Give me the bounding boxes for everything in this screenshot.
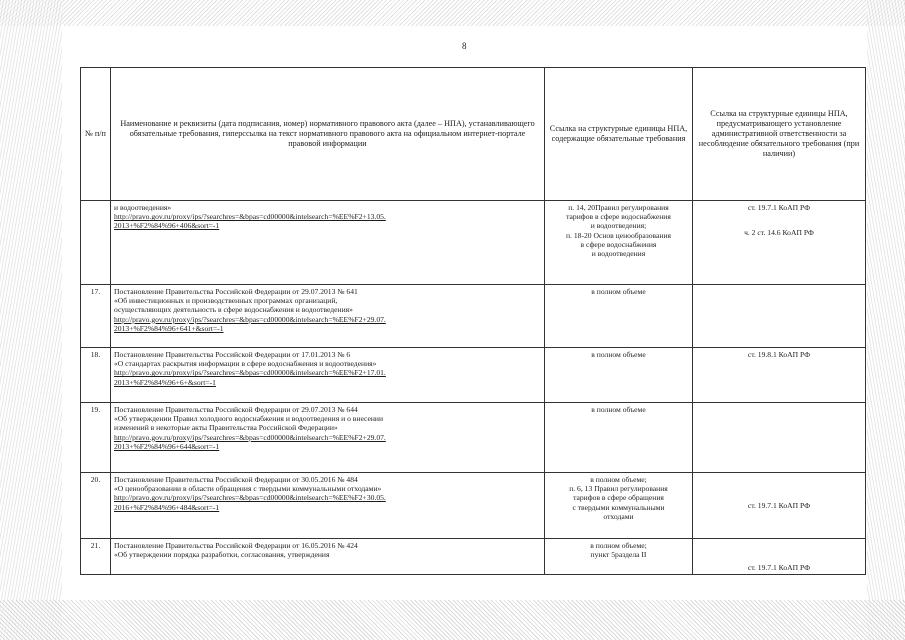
- ref-line: отходами: [603, 511, 634, 521]
- npa-link-line[interactable]: http://pravo.gov.ru/proxy/ips/?searchres=&bpas=cd00000&intelsearch=%EE%F2+13.05.: [114, 212, 386, 222]
- row-name-line: Постановление Правительства Российской Федерации от 16.05.2016 № 424: [114, 541, 358, 550]
- ref-line: в полном объеме: [591, 350, 646, 359]
- table-row: [81, 539, 866, 575]
- ref-line: п. 6, 13 Правил регулирования: [569, 484, 668, 494]
- npa-link[interactable]: [114, 315, 541, 333]
- npa-link-line[interactable]: 2013+%F2%84%96+641+&sort=-1: [114, 323, 224, 333]
- row-name: [111, 201, 545, 285]
- row-num: 17.: [81, 285, 111, 348]
- row-num: 20.: [81, 473, 111, 539]
- row-name-line: Постановление Правительства Российской Федерации от 30.05.2016 № 484: [114, 475, 358, 484]
- row-name: [111, 348, 545, 403]
- row-ref: [545, 285, 693, 348]
- row-name-line: осуществляющих деятельность в сфере водоснабжения и водоотведения»: [114, 305, 353, 315]
- adm-line: ч. 2 ст. 14.6 КоАП РФ: [744, 228, 814, 238]
- ref-line: в сфере водоснабжения: [580, 239, 657, 249]
- row-num: 19.: [81, 403, 111, 473]
- row-ref: [545, 403, 693, 473]
- header-name: Наименование и реквизиты (дата подписания, номер) нормативного правового акта (далее – НПА), устанавливающего обязательные требования, гиперссылка на текст нормативного правового акта на официальном интернет-портале правовой информации: [111, 68, 545, 201]
- table-row: [81, 473, 866, 539]
- ref-line: тарифов в сфере водоснабжения: [566, 212, 671, 222]
- row-num: 21.: [81, 539, 111, 575]
- npa-link[interactable]: [114, 368, 541, 386]
- ref-line: п. 14, 20Правил регулирования: [568, 203, 669, 212]
- scan-border-top: [0, 0, 905, 26]
- ref-line: п. 18-20 Основ ценообразования: [565, 230, 672, 240]
- header-ref: Ссылка на структурные единицы НПА, содержащие обязательные требования: [545, 68, 693, 201]
- row-ref: [545, 539, 693, 575]
- ref-line: пункт 5раздела II: [590, 550, 647, 560]
- npa-link-line[interactable]: 2013+%F2%84%96+6+&sort=-1: [114, 377, 216, 387]
- table-header-row: [81, 68, 866, 201]
- row-adm: [693, 473, 866, 539]
- row-adm: [693, 539, 866, 575]
- header-adm: Ссылка на структурные единицы НПА, предусматривающего установление административной ответственности за несоблюдение обязательного требования (при наличии): [693, 68, 866, 201]
- requirements-table: [80, 67, 866, 575]
- scan-border-bottom: [0, 600, 905, 640]
- npa-link-line[interactable]: http://pravo.gov.ru/proxy/ips/?searchres=&bpas=cd00000&intelsearch=%EE%F2+30.05.: [114, 493, 386, 503]
- row-adm: [693, 201, 866, 285]
- ref-line: в полном объеме;: [590, 475, 647, 484]
- row-adm: [693, 403, 866, 473]
- row-name-line: «О ценообразовании в области обращения с твердыми коммунальными отходами»: [114, 484, 382, 494]
- scan-border-left: [0, 0, 62, 640]
- adm-line: ст. 19.7.1 КоАП РФ: [747, 500, 811, 510]
- row-num: 18.: [81, 348, 111, 403]
- row-name-line: «О стандартах раскрытия информации в сфере водоснабжения и водоотведения»: [114, 359, 377, 369]
- row-name: [111, 539, 545, 575]
- npa-link-line[interactable]: 2013+%F2%84%96+644&sort=-1: [114, 441, 220, 451]
- header-num: № п/п: [81, 68, 111, 201]
- table-row: [81, 201, 866, 285]
- row-ref: [545, 201, 693, 285]
- row-adm: [693, 285, 866, 348]
- ref-line: тарифов в сфере обращения: [573, 493, 664, 503]
- row-name-line: и водоотведения»: [114, 203, 172, 212]
- row-ref: [545, 348, 693, 403]
- ref-line: в полном объеме: [591, 287, 646, 296]
- adm-line: ст. 19.7.1 КоАП РФ: [747, 562, 811, 572]
- npa-link-line[interactable]: http://pravo.gov.ru/proxy/ips/?searchres=&bpas=cd00000&intelsearch=%EE%F2+29.07.: [114, 314, 386, 324]
- row-name-line: «Об утверждении Правил холодного водоснабжения и водоотведения и о внесении: [114, 414, 384, 424]
- scan-border-right: [867, 0, 905, 640]
- table-row: [81, 348, 866, 403]
- row-name-line: изменений в некоторые акты Правительства Российской Федерации»: [114, 423, 338, 433]
- row-num: [81, 201, 111, 285]
- ref-line: и водоотведения;: [590, 221, 647, 231]
- table-row: [81, 285, 866, 348]
- row-name: [111, 473, 545, 539]
- npa-link-line[interactable]: 2016+%F2%84%96+484&sort=-1: [114, 502, 220, 512]
- row-name-line: Постановление Правительства Российской Федерации от 17.01.2013 № 6: [114, 350, 351, 359]
- npa-link-line[interactable]: 2013+%F2%84%96+406&sort=-1: [114, 221, 220, 231]
- npa-link[interactable]: [114, 433, 541, 451]
- row-name: [111, 285, 545, 348]
- row-name-line: «Об инвестиционных и производственных программах организаций,: [114, 296, 338, 306]
- npa-link-line[interactable]: http://pravo.gov.ru/proxy/ips/?searchres=&bpas=cd00000&intelsearch=%EE%F2+29.07.: [114, 432, 386, 442]
- npa-link[interactable]: [114, 493, 541, 511]
- row-ref: [545, 473, 693, 539]
- adm-line: ст. 19.8.1 КоАП РФ: [747, 350, 811, 359]
- table-row: [81, 403, 866, 473]
- ref-line: с твердыми коммунальными: [572, 502, 665, 512]
- ref-line: в полном объеме;: [590, 541, 647, 550]
- page-number: 8: [462, 41, 467, 51]
- npa-link-line[interactable]: http://pravo.gov.ru/proxy/ips/?searchres=&bpas=cd00000&intelsearch=%EE%F2+17.01.: [114, 368, 386, 378]
- row-name: [111, 403, 545, 473]
- ref-line: и водоотведения: [591, 249, 646, 259]
- npa-link[interactable]: [114, 212, 541, 230]
- row-name-line: Постановление Правительства Российской Федерации от 29.07.2013 № 644: [114, 405, 358, 414]
- adm-line: ст. 19.7.1 КоАП РФ: [747, 203, 811, 212]
- row-adm: [693, 348, 866, 403]
- row-name-line: «Об утверждении порядка разработки, согласования, утверждения: [114, 550, 330, 560]
- ref-line: в полном объеме: [591, 405, 646, 414]
- row-name-line: Постановление Правительства Российской Федерации от 29.07.2013 № 641: [114, 287, 358, 296]
